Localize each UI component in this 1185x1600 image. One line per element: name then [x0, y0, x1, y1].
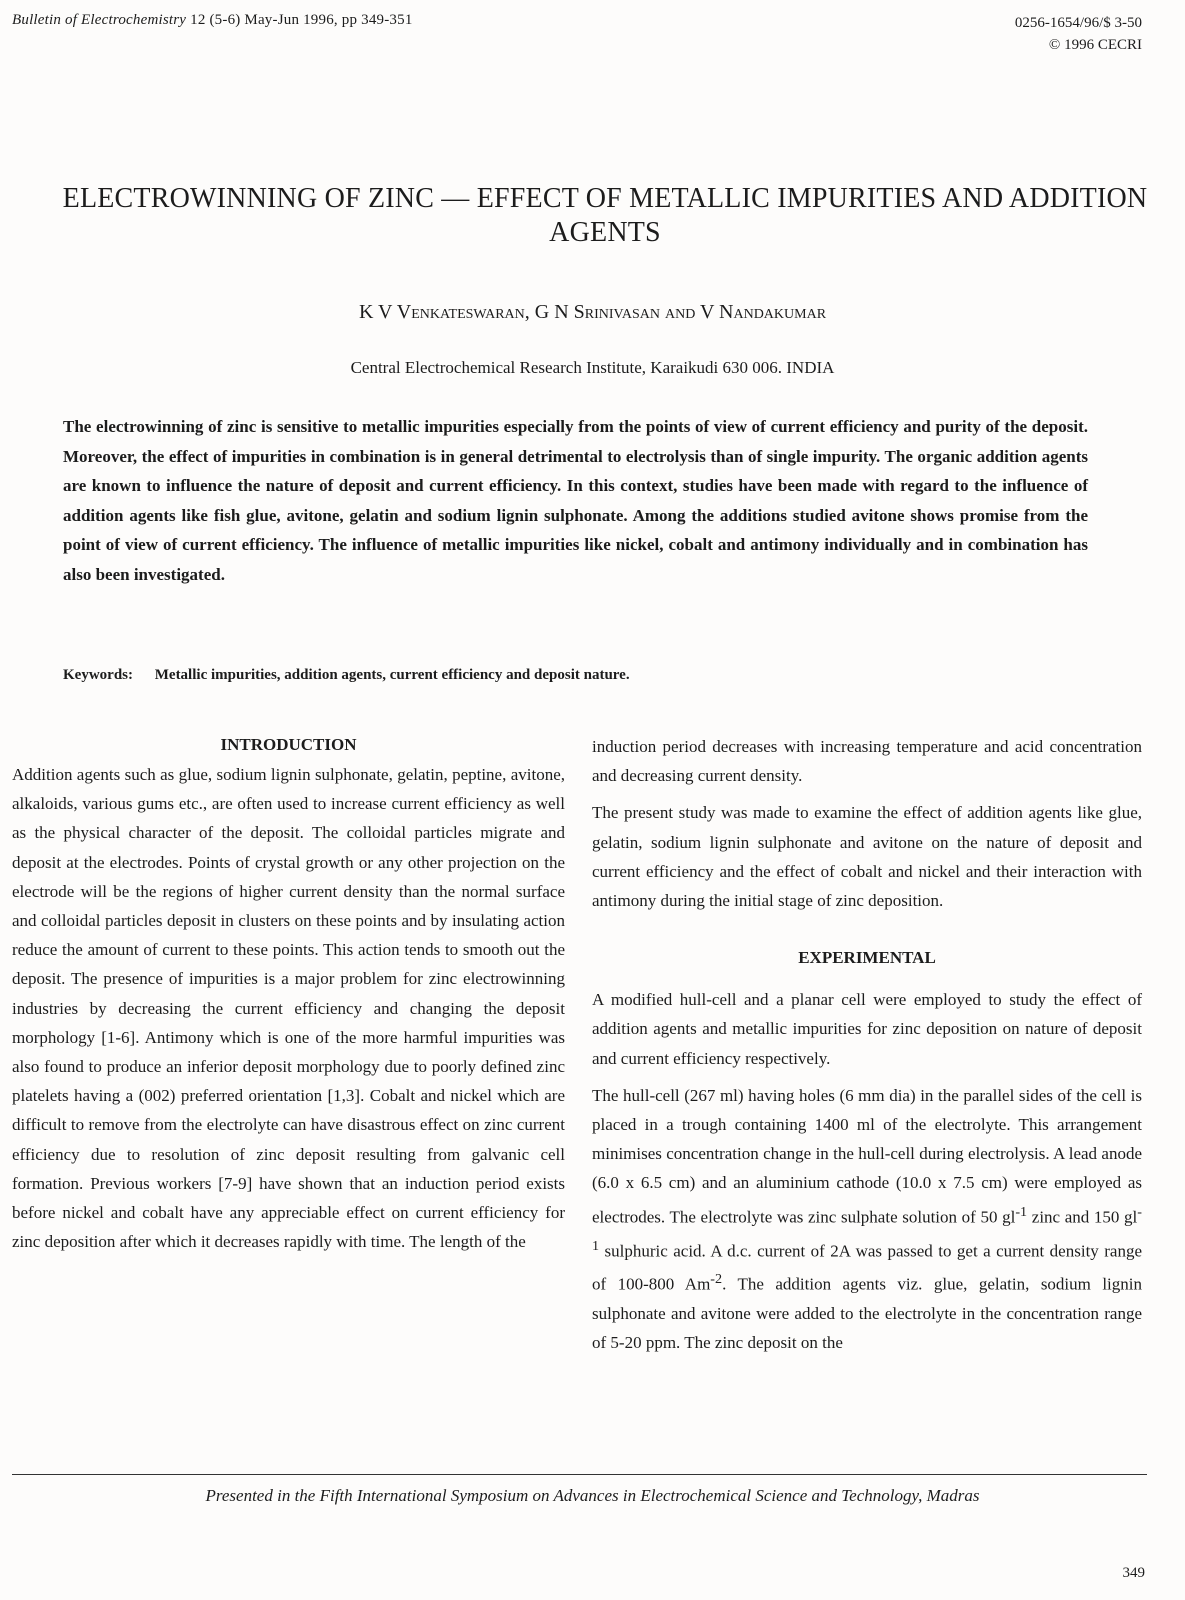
keywords-text: Metallic impurities, addition agents, current efficiency and deposit nature.: [154, 667, 630, 683]
introduction-heading: INTRODUCTION: [220, 735, 357, 754]
exp-text-b: zinc and 150 gl: [1027, 1207, 1138, 1227]
introduction-paragraph: Addition agents such as glue, sodium lignin sulphonate, gelatin, peptine, avitone, alkaloids, various gums etc., are often used to increase current efficiency as well as the physical character of the deposit. The colloidal particles migrate and deposit at the electrodes. Points of crystal growth or any other projection on the electrode will be the regions of higher current density than the normal surface and colloidal particles deposit in clusters on these points and by insulating action reduce the amount of current to these points. This action tends to smooth out the deposit. The presence of impurities is a major problem for zinc electrowinning industries by decreasing the current efficiency and changing the deposit morphology [1-6]. Antimony which is one of the more harmful impurities was also found to produce an inferior deposit morphology due to poorly defined zinc platelets having a (002) preferred orientation [1,3]. Cobalt and nickel which are difficult to remove from the electrolyte can have disastrous effect on zinc current efficiency due to resolution of zinc deposit resulting from galvanic cell formation. Previous workers [7-9] have shown that an induction period exists before nickel and cobalt have any appreciable effect on current efficiency for zinc deposition after which it decreases rapidly with time. The length of the: [12, 765, 565, 1252]
issn-code: 0256-1654/96/$ 3-50: [1014, 15, 1142, 31]
abstract: The electrowinning of zinc is sensitive to metallic impurities especially from the points of view of current efficiency and purity of the deposit. Moreover, the effect of impurities in combination is in general detrimental to electrolysis than of single impurity. The organic addition agents are known to influence the nature of deposit and current efficiency. In this context, studies have been made with regard to the influence of addition agents like fish glue, avitone, gelatin and sodium lignin sulphonate. Among the additions studied avitone shows promise from the point of view of current efficiency. The influence of metallic impurities like nickel, cobalt and antimony individually and in combination has also been investigated.: [63, 417, 1088, 584]
experimental-paragraph-2: [592, 1081, 1142, 1358]
copyright-notice: © 1996 CECRI: [1048, 37, 1142, 53]
exp-text-d: . The addition agents viz. glue, gelatin, sodium lignin sulphonate and avitone were added to the electrolyte in the concentration range of 5-20 ppm. The zinc deposit on the: [592, 1275, 1143, 1353]
exp-sup-2: -1: [592, 1203, 1142, 1254]
experimental-heading: EXPERIMENTAL: [798, 948, 936, 968]
footnote-divider: [12, 1474, 1147, 1475]
header-codes: [1015, 12, 1142, 56]
page-number: 349: [1122, 1565, 1145, 1581]
introduction-continued: induction period decreases with increasing temperature and acid concentration and decreasing current density.: [592, 737, 1142, 786]
exp-sup-3: -2: [710, 1271, 723, 1288]
exp-text-a: The hull-cell (267 ml) having holes (6 mm dia) in the parallel sides of the cell is placed in a trough containing 1400 ml of the electrolyte. This arrangement minimises concentration change in the hull-cell during electrolysis. A lead anode (6.0 x 6.5 cm) and an aluminium cathode (10.0 x 7.5 cm) were employed as electrodes. The electrolyte was zinc sulphate solution of 50 gl: [592, 1085, 1142, 1227]
keywords-label: Keywords:: [63, 667, 133, 683]
introduction-paragraph-2: The present study was made to examine the effect of addition agents like glue, gelatin, sodium lignin sulphonate and avitone on the nature of deposit and current efficiency and the effect of cobalt and nickel and their interaction with antimony during the initial stage of zinc deposition.: [592, 803, 1142, 911]
journal-citation: [12, 12, 413, 29]
conference-footnote: Presented in the Fifth International Symposium on Advances in Electrochemical Science and Technology, Madras: [205, 1486, 980, 1505]
right-column: [592, 732, 1142, 1358]
journal-name: Bulletin of Electrochemistry: [12, 12, 187, 28]
experimental-paragraph-1: A modified hull-cell and a planar cell were employed to study the effect of addition agents and metallic impurities for zinc deposition on nature of deposit and current efficiency respectively.: [592, 990, 1142, 1068]
left-column: [12, 732, 565, 1256]
exp-sup-1: -1: [1015, 1203, 1028, 1220]
author-list: K V Venkateswaran, G N Srinivasan and V Nandakumar: [358, 301, 827, 323]
affiliation: Central Electrochemical Research Institute, Karaikudi 630 006. INDIA: [350, 358, 835, 377]
exp-text-c: sulphuric acid. A d.c. current of 2A was passed to get a current density range of 100-800 Am: [592, 1241, 1142, 1295]
paper-title: ELECTROWINNING OF ZINC — EFFECT OF METALLIC IMPURITIES AND ADDITION AGENTS: [62, 183, 1148, 248]
volume-pages: 12 (5-6) May-Jun 1996, pp 349-351: [190, 12, 413, 28]
keywords: [63, 667, 630, 684]
